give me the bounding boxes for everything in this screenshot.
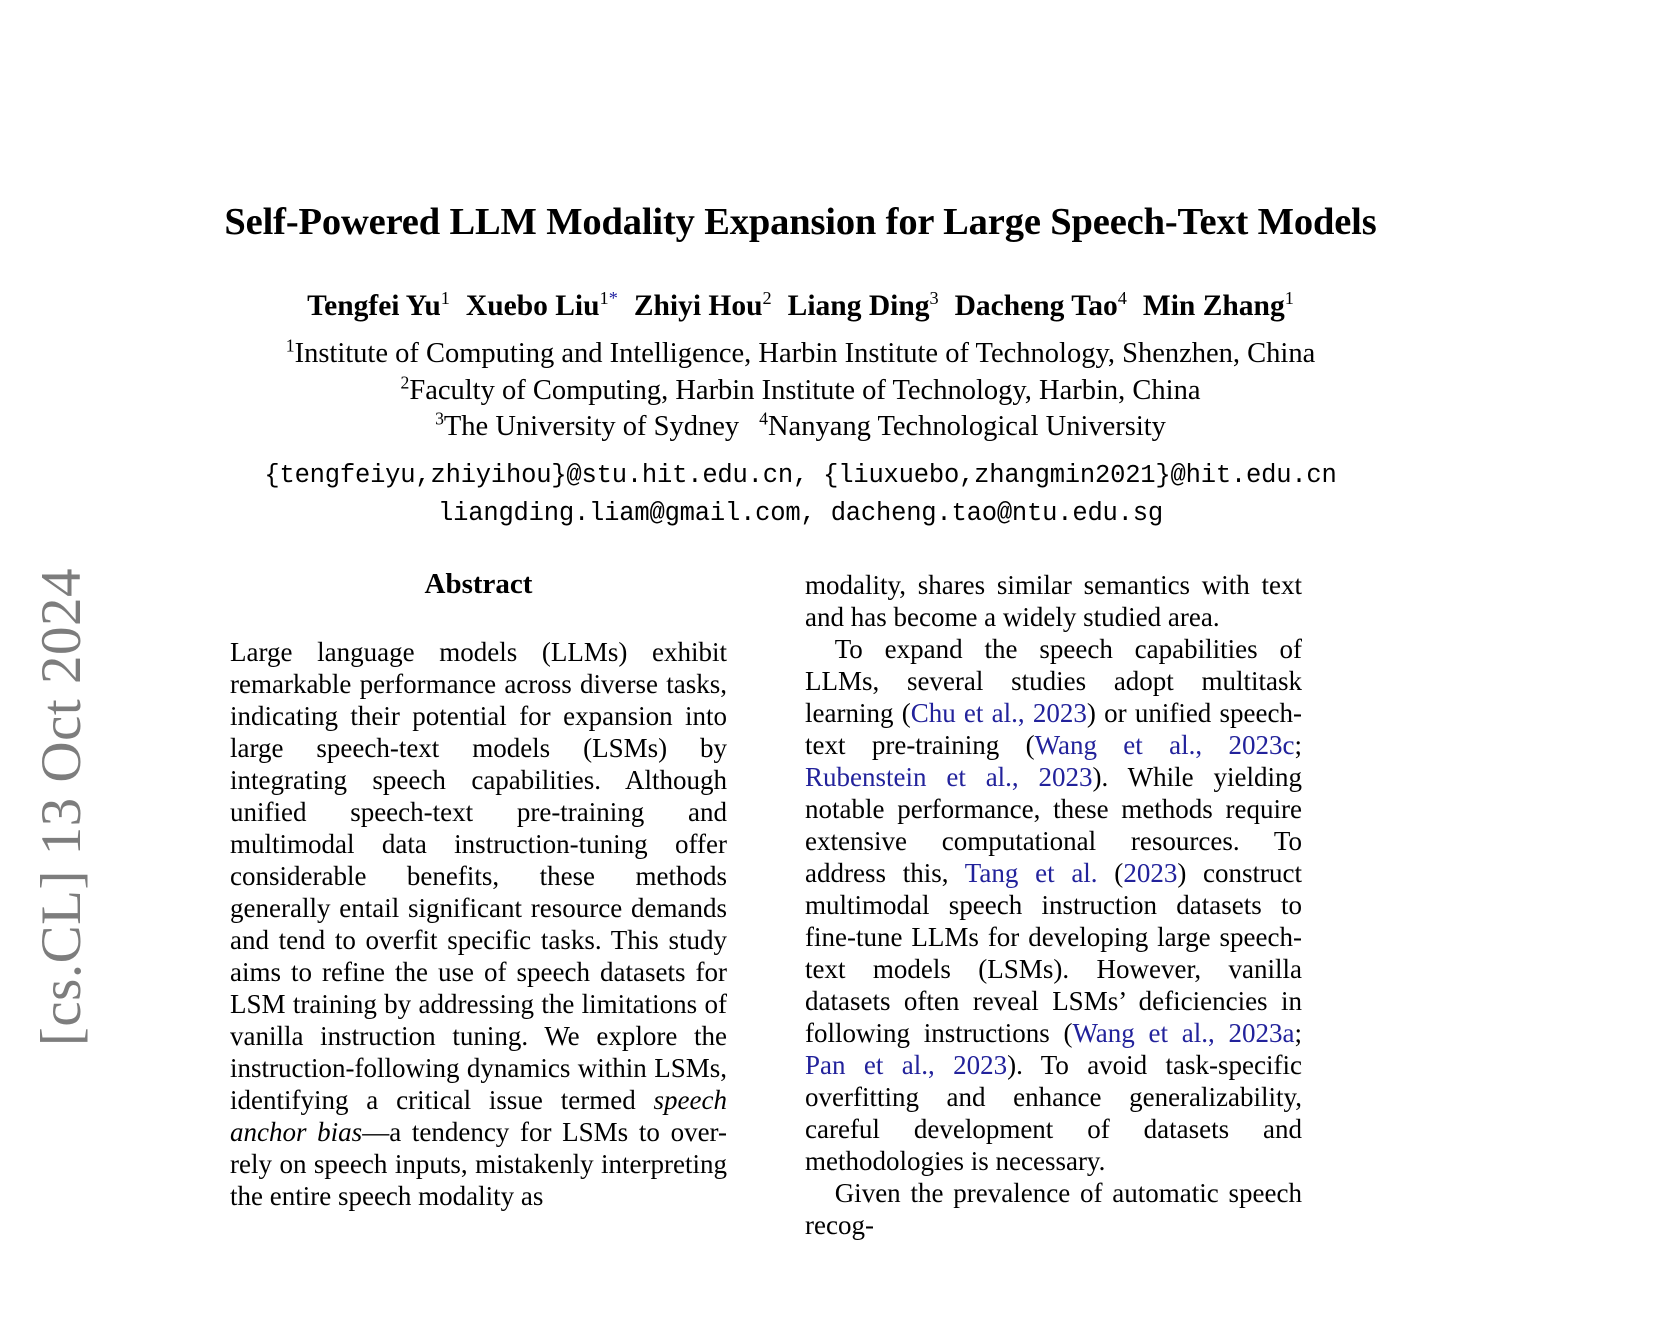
affiliation-4-text: Nanyang Technological University	[767, 411, 1166, 443]
author-2	[634, 290, 772, 322]
author-3-name: Liang Ding	[787, 290, 930, 323]
corresponding-author-asterisk[interactable]: *	[608, 288, 618, 309]
intro-paragraph-1: modality, shares similar semantics with text and has become a widely studied area.	[805, 570, 1302, 632]
left-column	[230, 570, 727, 1213]
abstract-heading: Abstract	[424, 568, 533, 600]
abstract-paragraph	[230, 637, 727, 1213]
citation-link[interactable]: Wang et al., 2023a	[1072, 1017, 1295, 1048]
paper-page	[213, 0, 1388, 1241]
affiliation-2-sup: 2	[400, 372, 410, 393]
author-4	[955, 290, 1127, 322]
affiliation-1-sup: 1	[285, 335, 295, 356]
affiliation-block	[213, 336, 1388, 446]
author-0	[307, 290, 450, 322]
author-1-name: Xuebo Liu	[465, 290, 600, 323]
author-3	[788, 290, 939, 322]
body-text-run: (	[1097, 857, 1124, 888]
page-title: Self-Powered LLM Modality Expansion for Large Speech-Text Models	[224, 201, 1377, 243]
citation-link[interactable]: Chu et al., 2023	[910, 697, 1087, 728]
arxiv-vertical-stamp: [cs.CL] 13 Oct 2024	[30, 568, 93, 1047]
body-text-run: ;	[1294, 729, 1302, 760]
body-text-run: ) or unified speech-text pre-training (	[805, 697, 1302, 760]
citation-link[interactable]: Pan et al., 2023	[805, 1049, 1008, 1080]
citation-link[interactable]: Tang et al.	[964, 857, 1098, 888]
affiliation-4-sup: 4	[759, 408, 768, 429]
email-line-1[interactable]: {tengfeiyu,zhiyihou}@stu.hit.edu.cn, {liuxuebo,zhangmin2021}@hit.edu.cn	[264, 461, 1337, 491]
intro-paragraph-2	[805, 634, 1302, 1178]
author-1-sup: 1	[599, 288, 609, 309]
body-text-run: ). While yielding notable performance, these methods require extensive computational resources. To address this,	[805, 761, 1302, 888]
author-5-sup: 1	[1284, 288, 1294, 309]
abstract-italic-term: speech anchor bias	[230, 1084, 727, 1147]
citation-link[interactable]: Rubenstein et al., 2023	[805, 761, 1093, 792]
affiliation-2-text: Faculty of Computing, Harbin Institute of Technology, Harbin, China	[409, 374, 1201, 406]
affiliation-3	[213, 409, 1388, 446]
right-column	[805, 570, 1302, 1242]
author-4-name: Dacheng Tao	[954, 290, 1118, 323]
author-line	[213, 288, 1388, 323]
author-0-name: Tengfei Yu	[307, 290, 441, 323]
citation-link[interactable]: Wang et al., 2023c	[1034, 729, 1295, 760]
author-3-sup: 3	[929, 288, 939, 309]
email-block	[213, 457, 1388, 534]
body-text-run: ). To avoid task-specific overfitting and enhance generalizability, careful development of datasets and methodologies is necessary.	[805, 1049, 1302, 1176]
affiliation-3-text: The University of Sydney	[443, 411, 740, 443]
author-5-name: Min Zhang	[1142, 290, 1285, 323]
email-line-2[interactable]: liangding.liam@gmail.com, dacheng.tao@ntu.edu.sg	[438, 499, 1163, 529]
abstract-text-part2: —a tendency for LSMs to over-rely on speech inputs, mistakenly interpreting the entire speech modality as	[230, 1116, 727, 1211]
body-text-run: ) construct multimodal speech instruction datasets to fine-tune LLMs for developing large speech-text models (LSMs). However, vanilla datasets often reveal LSMs’ deficiencies in following instructions (	[805, 857, 1303, 1048]
affiliation-3-sup: 3	[435, 408, 444, 429]
intro-paragraph-3: Given the prevalence of automatic speech recog-	[805, 1177, 1302, 1240]
author-1	[466, 290, 618, 322]
abstract-text-part1: Large language models (LLMs) exhibit remarkable performance across diverse tasks, indicating their potential for expansion into large speech-text models (LSMs) by integrating speech capabilities. Although unified speech-text pre-training and multimodal data instruction-tuning offer considerable benefits, these methods generally entail significant resource demands and tend to overfit specific tasks. This study aims to refine the use of speech datasets for LSM training by addressing the limitations of vanilla instruction tuning. We explore the instruction-following dynamics within LSMs, identifying a critical issue termed	[230, 637, 727, 1115]
body-columns	[213, 570, 1388, 1250]
author-0-sup: 1	[440, 288, 450, 309]
affiliation-1-text: Institute of Computing and Intelligence, Harbin Institute of Technology, Shenzhen, China	[294, 337, 1316, 369]
author-2-name: Zhiyi Hou	[633, 290, 763, 323]
author-2-sup: 2	[762, 288, 772, 309]
affiliation-1	[213, 336, 1388, 373]
author-4-sup: 4	[1117, 288, 1127, 309]
body-text-run: To expand the speech capabilities of LLMs, several studies adopt multitask learning (	[805, 633, 1302, 728]
citation-link[interactable]: 2023	[1123, 857, 1178, 888]
author-5	[1143, 290, 1294, 322]
author-block	[213, 288, 1388, 323]
body-text-run: ;	[1294, 1017, 1303, 1048]
affiliation-2	[213, 373, 1388, 410]
